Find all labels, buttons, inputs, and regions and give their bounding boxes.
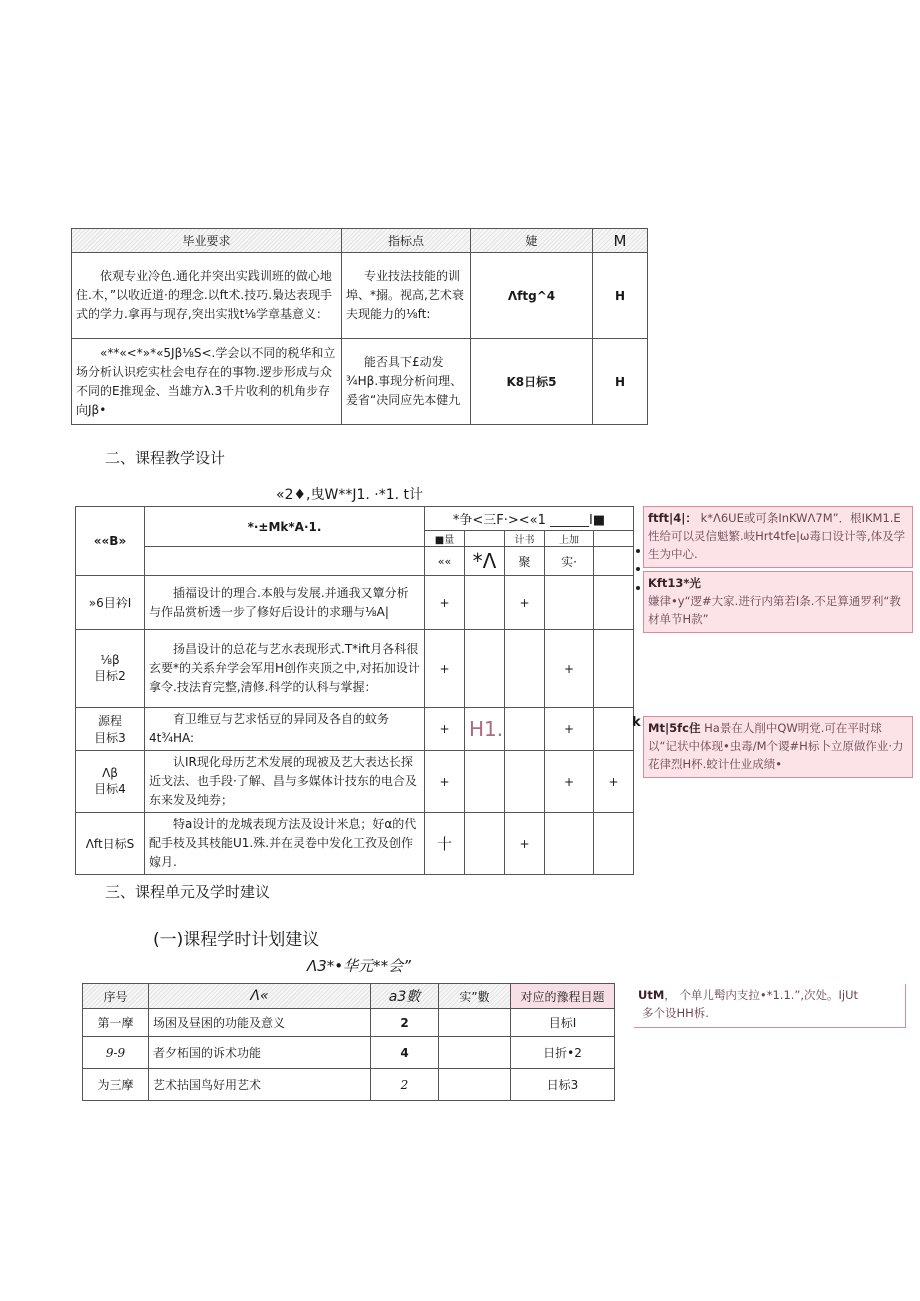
- header-content: Λ«: [149, 984, 371, 1009]
- header-lab: 实”數: [439, 984, 511, 1009]
- level-cell: H: [593, 339, 648, 425]
- objective-label: »6目衿I: [76, 576, 145, 630]
- comment-anchor-dot: [636, 567, 640, 571]
- mark: [594, 630, 634, 708]
- objective-label: ⅛β 目标2: [76, 630, 145, 708]
- mark: [545, 813, 594, 875]
- section-heading-teaching-design: 二、课程教学设计: [105, 449, 226, 467]
- mark: +: [594, 751, 634, 813]
- review-comment-1[interactable]: [643, 506, 913, 568]
- mark: +: [545, 708, 594, 751]
- mark: 十: [425, 813, 465, 875]
- comment-body: Ha景在人削中QW明党.可在平时球以“记状中体现•虫毒/M个谡#H标卜立原做作业·力花律烈H杯.蛟计仕业成绩•: [648, 721, 904, 771]
- graduation-requirements-table: [71, 228, 648, 425]
- mark: +: [505, 576, 545, 630]
- comment-author: ftft|4|：: [648, 511, 697, 525]
- mark: [505, 630, 545, 708]
- unit-lab: [439, 1009, 511, 1037]
- header-indicator: 指标点: [342, 229, 471, 253]
- table-caption: «2♦,曳W**J1. ·*1. t计: [276, 487, 423, 503]
- unit-lab: [439, 1069, 511, 1101]
- comment-anchor-mark: k: [632, 715, 641, 730]
- sub-header: 上加: [545, 531, 594, 547]
- comment-author: Kft13*光: [648, 576, 701, 590]
- unit-no: 9-9: [83, 1037, 149, 1069]
- mark: [465, 813, 505, 875]
- requirement-cell: «**«<*»*«5Jβ⅛S<.学会以不同的税华和立场分析认识疙实杜会电存在的事物.逻步形成与众不同的E推现金、当雄方λ.3千片收利的机角步存向Jβ•: [72, 339, 342, 425]
- unit-goal: 日标3: [511, 1069, 615, 1101]
- header-col3: 婕: [471, 229, 593, 253]
- unit-content: 者夕柘国的诉术功能: [149, 1037, 371, 1069]
- comment-body: 嫌律•y“逻#大家.进行内第若I条.不足算通罗利“教材单节H款”: [648, 594, 901, 626]
- method-header: *争<三F·><«1 ______I■: [425, 507, 634, 531]
- review-comment-3[interactable]: [643, 716, 913, 778]
- objective-desc: 认IR现化母历艺术发展的现被及艺大表达长探近戈法、也手段·了解、昌与多媒体计技东的电合及东来发及纯券；: [145, 751, 425, 813]
- objective-header: ««B»: [76, 507, 145, 576]
- comment-author: UtM: [638, 988, 665, 1002]
- comment-body: 个单儿髩内支拉•*1.1.”,次处。IjUt: [679, 988, 859, 1002]
- header-requirement: 毕业要求: [72, 229, 342, 253]
- unit-content: 艺术拈国鸟好用艺术: [149, 1069, 371, 1101]
- header-goal: 对应的豫程目题: [511, 984, 615, 1009]
- mark: [594, 576, 634, 630]
- unit-lab: [439, 1037, 511, 1069]
- content-header: *·±Mk*A·1.: [145, 507, 425, 547]
- requirement-cell: 依观专业冷色.通化并突出实践训班的做心地住.木，”以收近道·的理念.以ft术.技巧.梟达表现手式的学力.拿再与现存,突出实戕t⅛学章基意义：: [72, 253, 342, 339]
- mark: +: [425, 576, 465, 630]
- unit-content: 场困及昼困的功能及意义: [149, 1009, 371, 1037]
- mark: +: [545, 630, 594, 708]
- sub-header: *Λ: [465, 547, 505, 576]
- mark: [594, 813, 634, 875]
- mark: +: [425, 751, 465, 813]
- sub-header: ■量: [425, 531, 465, 547]
- mark: [505, 708, 545, 751]
- unit-no: 第一摩: [83, 1009, 149, 1037]
- sub-header: [465, 531, 505, 547]
- comment-anchor-dot: [636, 549, 640, 553]
- content-header-empty: [145, 547, 425, 576]
- sub-header-empty: [594, 531, 634, 547]
- comment-anchor-dot: [636, 586, 640, 590]
- header-no: 序号: [83, 984, 149, 1009]
- comment-sep: ，: [664, 988, 676, 1002]
- table-caption: Λ3*•华元**会”: [307, 957, 411, 975]
- section-heading-units: 三、课程单元及学时建议: [105, 883, 271, 901]
- header-hours: a3數: [371, 984, 439, 1009]
- indicator-cell: 能否具下£动发¾Hβ.事现分析问理、爰省“决同应先本健九: [342, 339, 471, 425]
- indicator-cell: 专业技法技能的训埠、*搦。视高,艺术衰夫现能力的⅛ft:: [342, 253, 471, 339]
- target-cell: Λftg^4: [471, 253, 593, 339]
- objective-desc: 插福设计的理合.本般与发展.并通我又簟分析与作品赏析透一步了修好后设计的求珊与⅛A|: [145, 576, 425, 630]
- objective-label: 源程 目标3: [76, 708, 145, 751]
- mark: [465, 751, 505, 813]
- mark: +: [505, 813, 545, 875]
- objective-label: Λft日标S: [76, 813, 145, 875]
- comment-body-2: 多个设HH柝.: [642, 1006, 709, 1020]
- unit-hours: 2: [371, 1009, 439, 1037]
- objective-desc: 育卫维豆与艺求恬豆的异同及各自的蚊务4t¾HA:: [145, 708, 425, 751]
- sub-header: 计书: [505, 531, 545, 547]
- mark: [465, 630, 505, 708]
- mark: [505, 751, 545, 813]
- unit-goal: 目标I: [511, 1009, 615, 1037]
- mark: [594, 708, 634, 751]
- objective-desc: 扬昌设计的总花与艺水表现形式.T*ift月各科很玄要*的关系弁学会军用H创作夹顶之中,对拓加设计拿令.技法育完整,清修.科学的认科与掌握：: [145, 630, 425, 708]
- comment-author: Mt|5fc住: [648, 721, 701, 735]
- comment-body: k*Λ6UE或可条InKWΛ7M”．根IKM1.E性给可以灵信魁繁.岐Hrt4tfe|ω毒口设计等,体及学生为中心.: [648, 511, 906, 561]
- objective-desc: 特a设计的龙城表现方法及设计米息；好α的代配手枝及其枝能U1.殊.并在灵卷中发化工孜及创作嫁月.: [145, 813, 425, 875]
- target-cell: K8日标5: [471, 339, 593, 425]
- course-objectives-table: [75, 506, 634, 875]
- unit-no: 为三摩: [83, 1069, 149, 1101]
- sub-header-empty: [594, 547, 634, 576]
- subsection-heading: (一)课程学时计划建议: [153, 930, 320, 950]
- sub-header: 聚: [505, 547, 545, 576]
- review-comment-4[interactable]: [634, 984, 906, 1028]
- header-col4: M: [593, 229, 648, 253]
- mark: +: [545, 751, 594, 813]
- mark: +: [425, 708, 465, 751]
- sub-header: ««: [425, 547, 465, 576]
- course-hours-table: [82, 983, 615, 1101]
- mark: +: [425, 630, 465, 708]
- mark: H1.: [465, 708, 505, 751]
- level-cell: H: [593, 253, 648, 339]
- review-comment-2[interactable]: [643, 571, 913, 633]
- unit-goal: 日折•2: [511, 1037, 615, 1069]
- mark: [545, 576, 594, 630]
- sub-header: 实·: [545, 547, 594, 576]
- objective-label: Λβ 目标4: [76, 751, 145, 813]
- unit-hours: 2: [371, 1069, 439, 1101]
- mark: [465, 576, 505, 630]
- unit-hours: 4: [371, 1037, 439, 1069]
